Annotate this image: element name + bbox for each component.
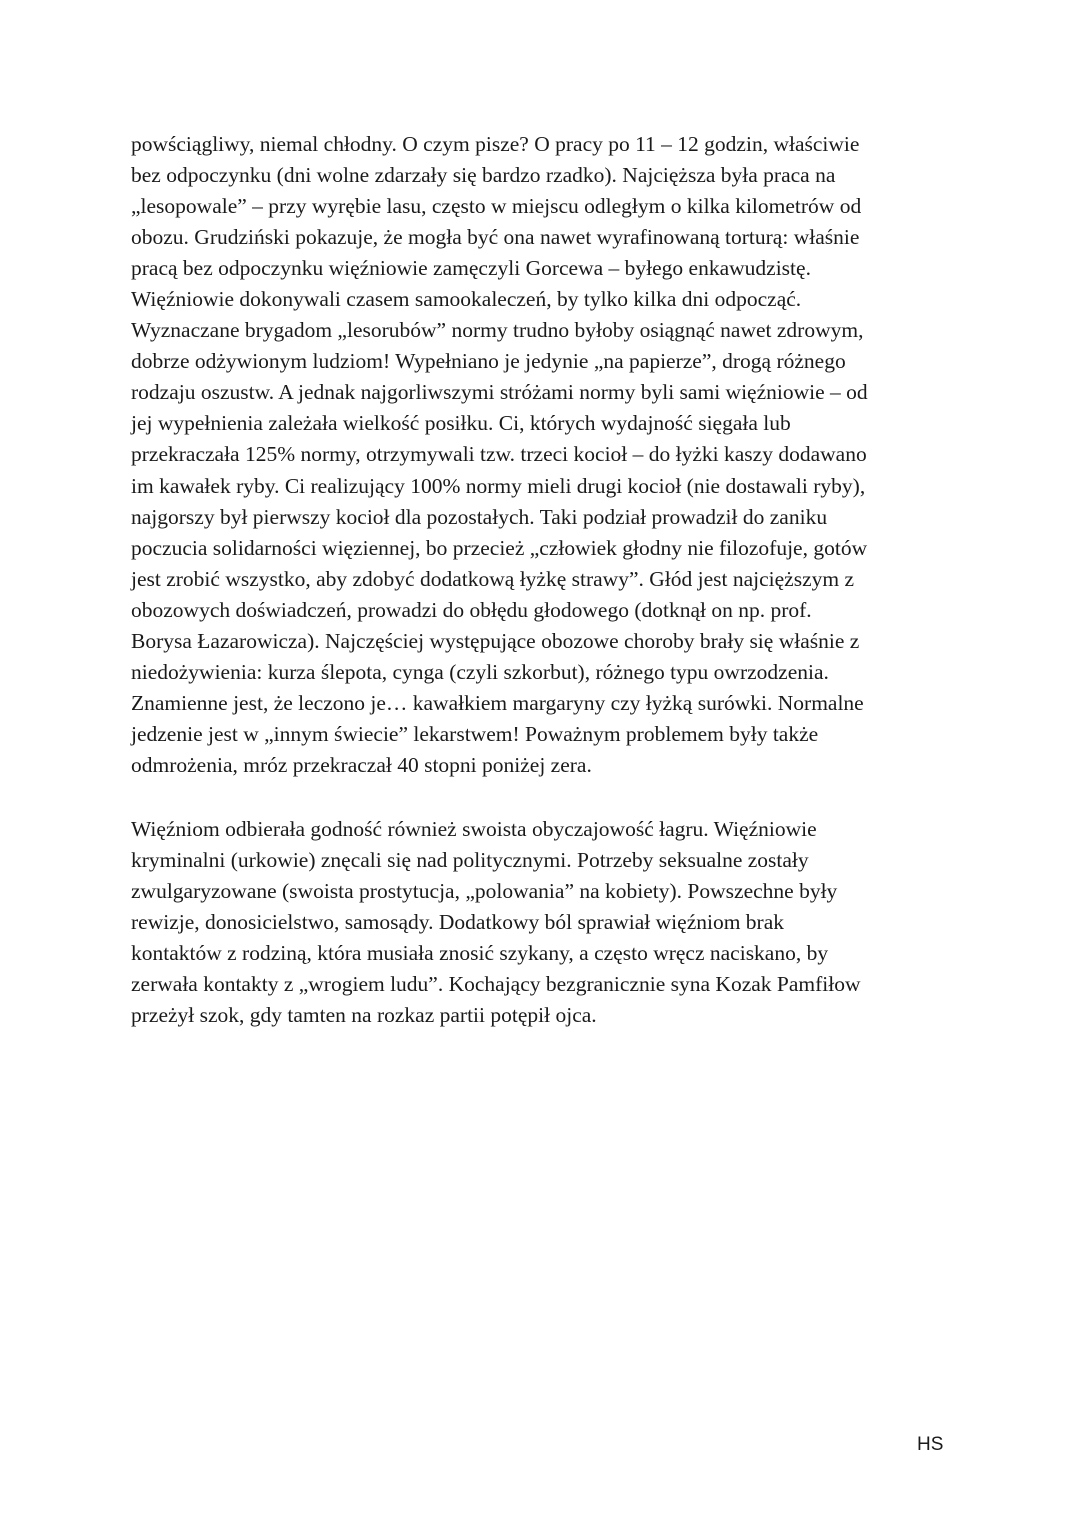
- text-line: obozowych doświadczeń, prowadzi do obłędu głodowego (dotknął on np. prof.: [131, 597, 812, 622]
- author-initials: HS: [917, 1434, 944, 1455]
- text-line: Więźniom odbierała godność również swoista obyczajowość łagru. Więźniowie: [131, 817, 817, 841]
- text-line: najgorszy był pierwszy kocioł dla pozostałych. Taki podział prowadził do zaniku: [131, 504, 828, 529]
- text-line: poczucia solidarności więziennej, bo przecież „człowiek głodny nie filozofuje, gotów: [131, 535, 868, 560]
- text-line: pracą bez odpoczynku więźniowie zamęczyli Gorcewa – byłego enkawudzistę.: [131, 256, 811, 281]
- text-line: jej wypełnienia zależała wielkość posiłku. Ci, których wydajność sięgała lub: [131, 411, 791, 436]
- text-line: zwulgaryzowane (swoista prostytucja, „polowania” na kobiety). Powszechne były: [131, 879, 838, 904]
- text-line: powściągliwy, niemal chłodny. O czym pisze? O pracy po 11 – 12 godzin, właściwie: [131, 132, 860, 156]
- text-line: „lesopowale” – przy wyrębie lasu, często w miejscu odległym o kilka kilometrów od: [131, 194, 862, 219]
- text-line: jedzenie jest w „innym świecie” lekarstwem! Poważnym problemem były także: [131, 721, 819, 746]
- text-line: Borysa Łazarowicza). Najczęściej występujące obozowe choroby brały się właśnie z: [131, 628, 860, 653]
- text-line: kryminalni (urkowie) znęcali się nad politycznymi. Potrzeby seksualne zostały: [131, 848, 809, 873]
- paragraph-1: [131, 129, 961, 781]
- text-line: przeżył szok, gdy tamten na rozkaz partii potępił ojca.: [131, 1003, 597, 1028]
- text-line: zerwała kontakty z „wrogiem ludu”. Kochający bezgranicznie syna Kozak Pamfiłow: [131, 972, 861, 997]
- text-line: obozu. Grudziński pokazuje, że mogła być ona nawet wyrafinowaną torturą: właśnie: [131, 225, 860, 250]
- text-line: Znamienne jest, że leczono je… kawałkiem margaryny czy łyżką surówki. Normalne: [131, 690, 864, 715]
- text-line: dobrze odżywionym ludziom! Wypełniano je jedynie „na papierze”, drogą różnego: [131, 349, 846, 374]
- text-line: rodzaju oszustw. A jednak najgorliwszymi stróżami normy byli sami więźniowie – od: [131, 380, 868, 405]
- text-line: odmrożenia, mróz przekraczał 40 stopni poniżej zera.: [131, 752, 592, 777]
- text-line: jest zrobić wszystko, aby zdobyć dodatkową łyżkę strawy”. Głód jest najcięższym z: [131, 566, 855, 591]
- paragraph-2: [131, 814, 961, 1031]
- text-line: Wyznaczane brygadom „lesorubów” normy trudno byłoby osiągnąć nawet zdrowym,: [131, 318, 864, 343]
- text-line: im kawałek ryby. Ci realizujący 100% normy mieli drugi kocioł (nie dostawali ryby),: [131, 473, 866, 498]
- text-line: rewizje, donosicielstwo, samosądy. Dodatkowy ból sprawiał więźniom brak: [131, 910, 785, 935]
- text-line: niedożywienia: kurza ślepota, cynga (czyli szkorbut), różnego typu owrzodzenia.: [131, 659, 829, 684]
- text-line: kontaktów z rodziną, która musiała znosić szykany, a często wręcz naciskano, by: [131, 941, 829, 966]
- text-line: Więźniowie dokonywali czasem samookaleczeń, by tylko kilka dni odpocząć.: [131, 287, 802, 312]
- text-line: bez odpoczynku (dni wolne zdarzały się bardzo rzadko). Najcięższa była praca na: [131, 163, 836, 188]
- text-line: przekraczała 125% normy, otrzymywali tzw. trzeci kocioł – do łyżki kaszy dodawano: [131, 442, 867, 467]
